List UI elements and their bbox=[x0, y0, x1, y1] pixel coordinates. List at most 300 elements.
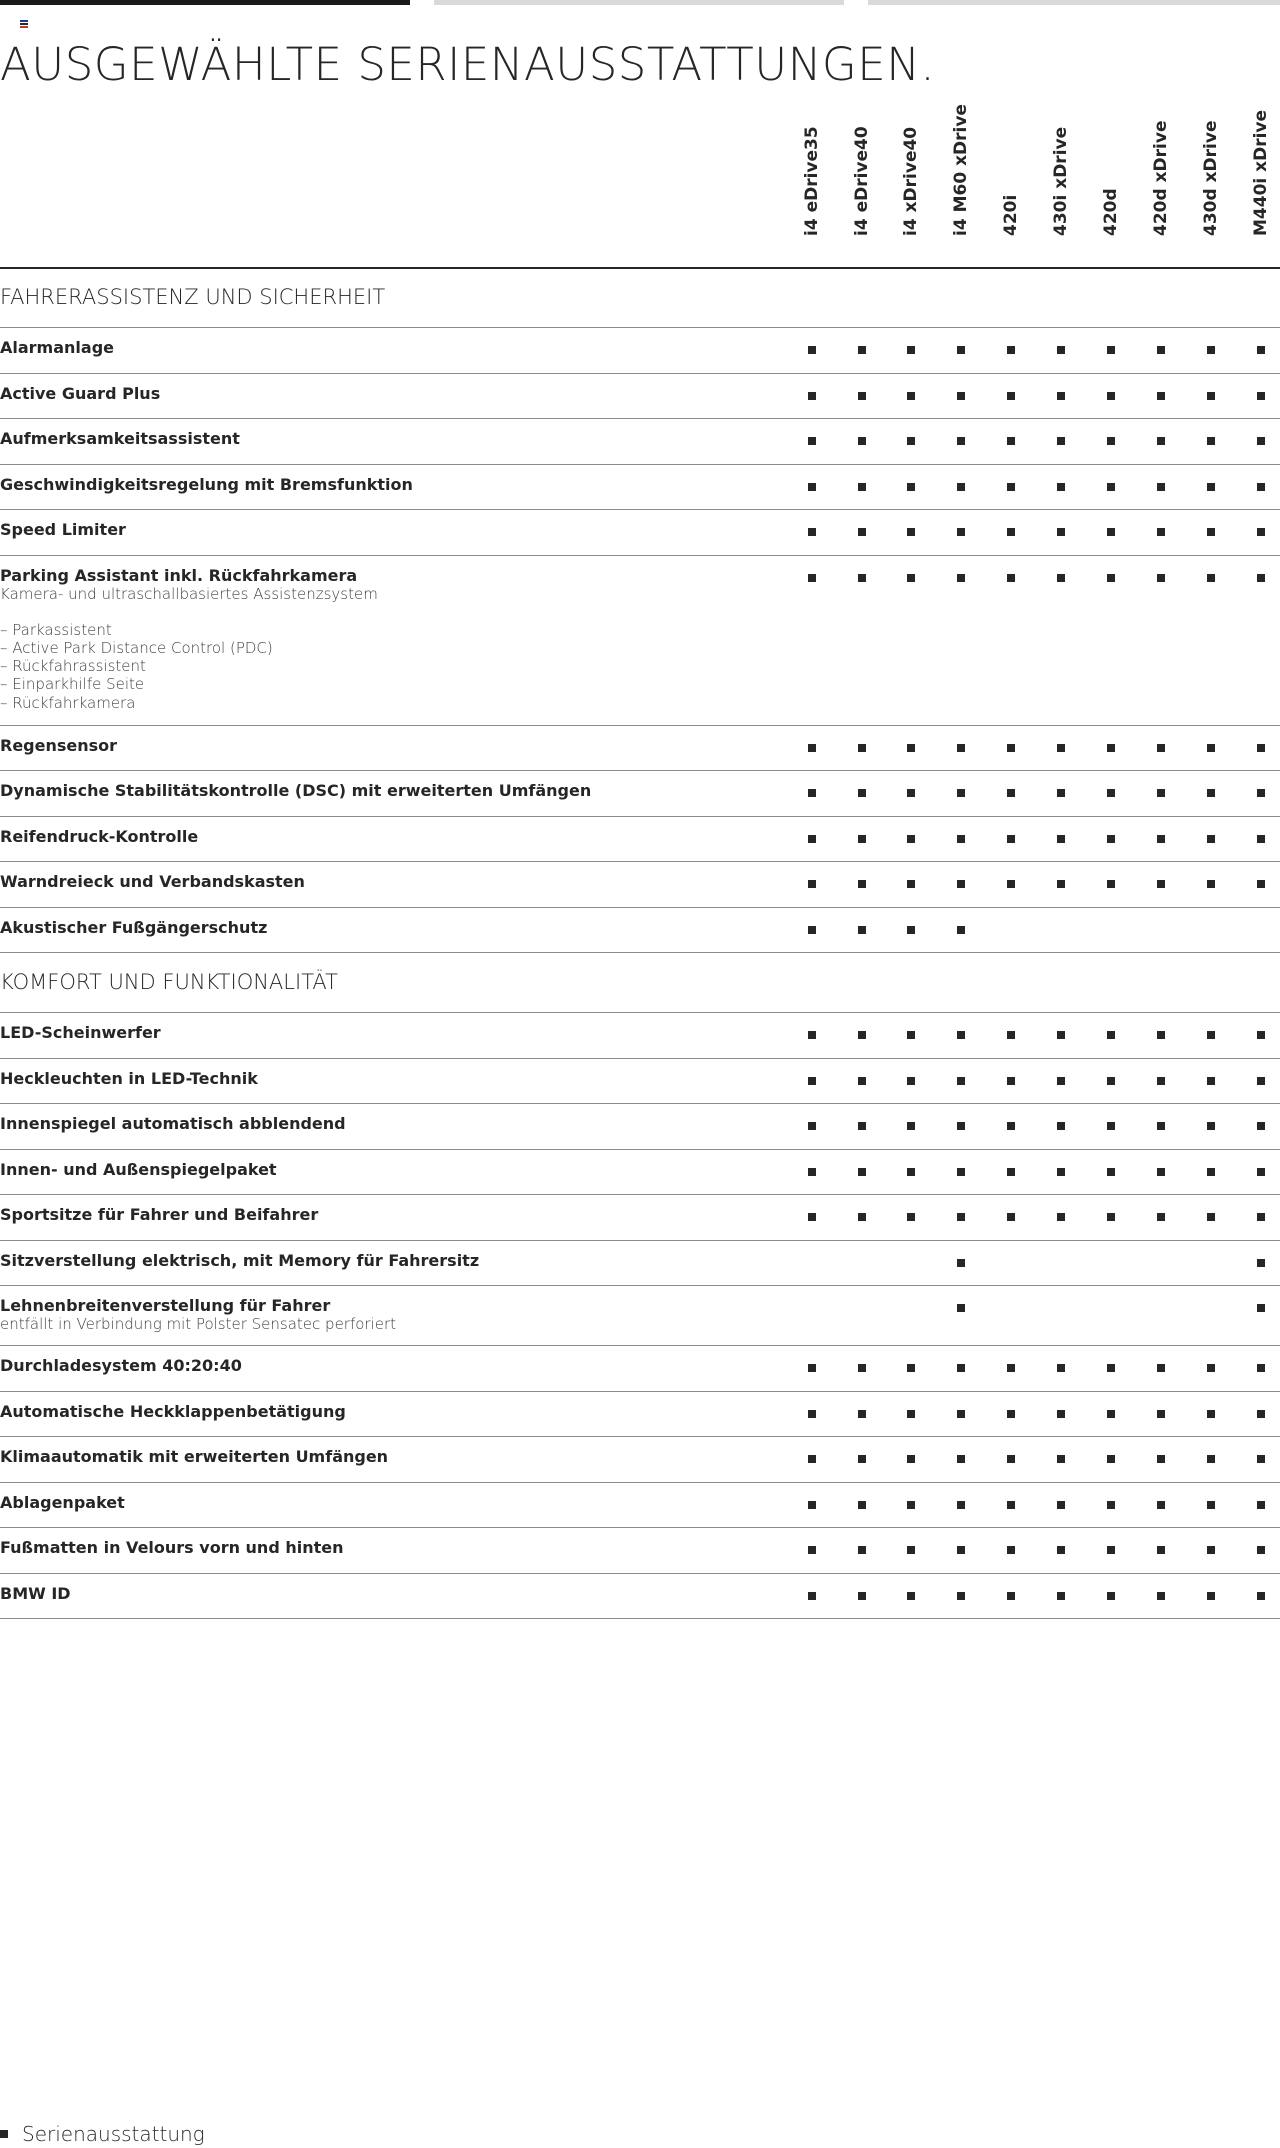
standard-equipment-mark bbox=[1257, 528, 1265, 536]
standard-equipment-mark bbox=[858, 1546, 866, 1554]
model-name: i4 eDrive40 bbox=[852, 126, 872, 236]
standard-equipment-mark bbox=[1057, 483, 1065, 491]
standard-equipment-mark bbox=[1257, 1546, 1265, 1554]
standard-equipment-mark bbox=[907, 1546, 915, 1554]
feature-label: Speed Limiter bbox=[0, 520, 126, 539]
standard-equipment-mark bbox=[957, 926, 965, 934]
standard-equipment-mark bbox=[1207, 789, 1215, 797]
row-rule bbox=[0, 1058, 1280, 1059]
feature-bullet: – Rückfahrassistent bbox=[0, 657, 146, 676]
standard-equipment-mark bbox=[858, 926, 866, 934]
row-rule bbox=[0, 1103, 1280, 1104]
standard-equipment-mark bbox=[907, 1592, 915, 1600]
standard-equipment-mark bbox=[858, 1077, 866, 1085]
standard-equipment-mark bbox=[1157, 392, 1165, 400]
standard-equipment-mark bbox=[1257, 574, 1265, 582]
progress-segment bbox=[868, 0, 1280, 5]
standard-equipment-mark bbox=[1157, 1077, 1165, 1085]
standard-equipment-mark bbox=[1157, 1501, 1165, 1509]
standard-equipment-mark bbox=[957, 1501, 965, 1509]
standard-equipment-mark bbox=[1057, 1077, 1065, 1085]
standard-equipment-mark bbox=[907, 744, 915, 752]
feature-label: Ablagenpaket bbox=[0, 1492, 125, 1512]
standard-equipment-mark bbox=[957, 1304, 965, 1312]
column-header bbox=[1236, 109, 1280, 260]
standard-equipment-mark bbox=[808, 1410, 816, 1418]
section-title: FAHRERASSISTENZ UND SICHERHEIT bbox=[0, 285, 386, 309]
standard-equipment-mark bbox=[1207, 1410, 1215, 1418]
standard-equipment-mark bbox=[1107, 789, 1115, 797]
standard-equipment-mark bbox=[1007, 789, 1015, 797]
feature-bullet: – Rückfahrkamera bbox=[0, 693, 136, 712]
standard-equipment-mark bbox=[957, 1122, 965, 1130]
standard-equipment-mark bbox=[1007, 1455, 1015, 1463]
standard-equipment-mark bbox=[1107, 1213, 1115, 1221]
standard-equipment-mark bbox=[858, 1410, 866, 1418]
standard-equipment-mark bbox=[907, 346, 915, 354]
model-name: i4 M60 xDrive bbox=[951, 104, 971, 236]
standard-equipment-mark bbox=[1157, 483, 1165, 491]
row-rule bbox=[0, 1240, 1280, 1241]
standard-equipment-mark bbox=[808, 1168, 816, 1176]
standard-equipment-mark bbox=[1007, 1501, 1015, 1509]
standard-equipment-mark bbox=[1057, 1168, 1065, 1176]
row-rule bbox=[0, 907, 1280, 908]
feature-label: Sportsitze für Fahrer und Beifahrer bbox=[0, 1205, 319, 1224]
standard-equipment-mark bbox=[1007, 1031, 1015, 1039]
standard-equipment-mark bbox=[1157, 1364, 1165, 1372]
standard-equipment-mark bbox=[808, 835, 816, 843]
standard-equipment-mark bbox=[957, 1259, 965, 1267]
model-name: 420d xDrive bbox=[1151, 120, 1171, 236]
standard-equipment-mark bbox=[1057, 789, 1065, 797]
standard-equipment-mark bbox=[1207, 1501, 1215, 1509]
feature-label: Regensensor bbox=[0, 735, 118, 755]
standard-equipment-mark bbox=[1057, 1455, 1065, 1463]
section-rule bbox=[0, 1012, 1280, 1013]
standard-equipment-mark bbox=[808, 1031, 816, 1039]
feature-label: Durchladesystem 40:20:40 bbox=[0, 1356, 242, 1375]
standard-equipment-mark bbox=[957, 744, 965, 752]
standard-equipment-mark bbox=[858, 1168, 866, 1176]
standard-equipment-mark bbox=[808, 1213, 816, 1221]
standard-equipment-mark bbox=[1057, 528, 1065, 536]
standard-equipment-mark bbox=[907, 1501, 915, 1509]
row-rule bbox=[0, 952, 1280, 953]
row-rule bbox=[0, 1345, 1280, 1346]
standard-equipment-mark bbox=[1257, 1304, 1265, 1312]
standard-equipment-mark bbox=[858, 528, 866, 536]
standard-equipment-mark bbox=[1007, 574, 1015, 582]
standard-equipment-mark bbox=[858, 1213, 866, 1221]
standard-equipment-mark bbox=[1207, 880, 1215, 888]
standard-equipment-mark bbox=[1107, 835, 1115, 843]
standard-equipment-mark bbox=[1007, 880, 1015, 888]
standard-equipment-mark bbox=[957, 1168, 965, 1176]
standard-equipment-mark bbox=[1007, 483, 1015, 491]
standard-equipment-mark bbox=[1207, 346, 1215, 354]
standard-equipment-mark bbox=[957, 1410, 965, 1418]
standard-equipment-mark bbox=[1157, 528, 1165, 536]
feature-bullet: – Parkassistent bbox=[0, 620, 112, 639]
standard-equipment-mark bbox=[1107, 392, 1115, 400]
standard-equipment-mark bbox=[1007, 392, 1015, 400]
standard-equipment-mark bbox=[808, 1077, 816, 1085]
standard-equipment-mark bbox=[907, 1213, 915, 1221]
row-rule bbox=[0, 816, 1280, 817]
feature-label: Lehnenbreitenverstellung für Fahrer bbox=[0, 1296, 331, 1315]
standard-equipment-mark bbox=[1207, 483, 1215, 491]
standard-equipment-mark bbox=[1257, 1259, 1265, 1267]
row-rule bbox=[0, 1391, 1280, 1392]
standard-equipment-mark bbox=[1257, 346, 1265, 354]
standard-equipment-mark bbox=[1057, 1122, 1065, 1130]
feature-label: Parking Assistant inkl. Rückfahrkamera bbox=[0, 565, 358, 585]
legend-label: Serienausstattung bbox=[22, 2122, 205, 2146]
model-name: 430d xDrive bbox=[1201, 120, 1221, 236]
standard-equipment-mark bbox=[858, 1122, 866, 1130]
standard-equipment-mark bbox=[1257, 1122, 1265, 1130]
standard-equipment-mark bbox=[858, 346, 866, 354]
row-rule bbox=[0, 373, 1280, 374]
standard-equipment-mark bbox=[808, 346, 816, 354]
standard-equipment-mark bbox=[808, 574, 816, 582]
standard-equipment-mark bbox=[858, 1501, 866, 1509]
feature-label: LED-Scheinwerfer bbox=[0, 1023, 161, 1042]
feature-label: Fußmatten in Velours vorn und hinten bbox=[0, 1538, 344, 1557]
standard-equipment-mark bbox=[1057, 1364, 1065, 1372]
standard-equipment-mark bbox=[1207, 1592, 1215, 1600]
standard-equipment-mark bbox=[1257, 1501, 1265, 1509]
standard-equipment-mark bbox=[907, 528, 915, 536]
standard-equipment-mark bbox=[957, 1592, 965, 1600]
model-name: 420d bbox=[1101, 188, 1121, 236]
feature-label: Innenspiegel automatisch abblendend bbox=[0, 1114, 346, 1133]
standard-equipment-mark bbox=[1257, 1364, 1265, 1372]
standard-equipment-mark bbox=[858, 835, 866, 843]
standard-equipment-mark bbox=[907, 1364, 915, 1372]
feature-label: Geschwindigkeitsregelung mit Bremsfunktion bbox=[0, 474, 413, 494]
standard-equipment-mark bbox=[1107, 1077, 1115, 1085]
standard-equipment-mark bbox=[907, 1077, 915, 1085]
feature-label: Alarmanlage bbox=[0, 338, 114, 357]
standard-equipment-mark bbox=[1007, 1213, 1015, 1221]
standard-equipment-mark bbox=[1007, 744, 1015, 752]
progress-segment bbox=[434, 0, 844, 5]
row-rule bbox=[0, 1285, 1280, 1286]
standard-equipment-mark bbox=[1007, 1077, 1015, 1085]
section-rule bbox=[0, 327, 1280, 328]
row-rule bbox=[0, 1482, 1280, 1483]
section-title: KOMFORT UND FUNKTIONALITÄT bbox=[0, 970, 338, 994]
standard-equipment-mark bbox=[1107, 1122, 1115, 1130]
standard-equipment-mark bbox=[957, 880, 965, 888]
column-header bbox=[1086, 140, 1136, 260]
column-header bbox=[787, 126, 837, 260]
standard-equipment-mark bbox=[858, 392, 866, 400]
menu-icon[interactable] bbox=[20, 20, 28, 28]
standard-equipment-mark bbox=[0, 2130, 8, 2138]
standard-equipment-mark bbox=[1157, 789, 1165, 797]
standard-equipment-mark bbox=[1207, 1364, 1215, 1372]
standard-equipment-mark bbox=[858, 1364, 866, 1372]
row-rule bbox=[0, 509, 1280, 510]
standard-equipment-mark bbox=[957, 835, 965, 843]
standard-equipment-mark bbox=[1107, 1546, 1115, 1554]
standard-equipment-mark bbox=[1157, 1168, 1165, 1176]
standard-equipment-mark bbox=[1257, 437, 1265, 445]
row-rule bbox=[0, 770, 1280, 771]
standard-equipment-mark bbox=[1207, 574, 1215, 582]
standard-equipment-mark bbox=[907, 483, 915, 491]
standard-equipment-mark bbox=[1157, 1455, 1165, 1463]
standard-equipment-mark bbox=[808, 1455, 816, 1463]
standard-equipment-mark bbox=[1157, 574, 1165, 582]
standard-equipment-mark bbox=[1157, 1592, 1165, 1600]
feature-label: BMW ID bbox=[0, 1583, 71, 1603]
standard-equipment-mark bbox=[907, 789, 915, 797]
model-name: i4 eDrive35 bbox=[802, 126, 822, 236]
standard-equipment-mark bbox=[808, 880, 816, 888]
standard-equipment-mark bbox=[1107, 483, 1115, 491]
standard-equipment-mark bbox=[1107, 1592, 1115, 1600]
standard-equipment-mark bbox=[1057, 1546, 1065, 1554]
feature-label: Warndreieck und Verbandskasten bbox=[0, 872, 305, 891]
column-header bbox=[1136, 120, 1186, 260]
row-rule bbox=[0, 861, 1280, 862]
standard-equipment-mark bbox=[957, 574, 965, 582]
standard-equipment-mark bbox=[1057, 880, 1065, 888]
standard-equipment-mark bbox=[1257, 789, 1265, 797]
column-header bbox=[986, 140, 1036, 260]
standard-equipment-mark bbox=[1107, 744, 1115, 752]
standard-equipment-mark bbox=[957, 789, 965, 797]
standard-equipment-mark bbox=[1057, 1501, 1065, 1509]
standard-equipment-mark bbox=[1057, 835, 1065, 843]
standard-equipment-mark bbox=[1157, 1410, 1165, 1418]
standard-equipment-mark bbox=[1007, 346, 1015, 354]
standard-equipment-mark bbox=[1007, 437, 1015, 445]
standard-equipment-mark bbox=[1057, 346, 1065, 354]
standard-equipment-mark bbox=[957, 392, 965, 400]
standard-equipment-mark bbox=[1007, 1168, 1015, 1176]
standard-equipment-mark bbox=[1157, 1213, 1165, 1221]
standard-equipment-mark bbox=[808, 926, 816, 934]
standard-equipment-mark bbox=[1057, 1213, 1065, 1221]
standard-equipment-mark bbox=[858, 1592, 866, 1600]
standard-equipment-mark bbox=[1257, 392, 1265, 400]
standard-equipment-mark bbox=[1207, 1077, 1215, 1085]
standard-equipment-mark bbox=[907, 574, 915, 582]
row-rule bbox=[0, 1527, 1280, 1528]
standard-equipment-mark bbox=[1007, 835, 1015, 843]
standard-equipment-mark bbox=[1007, 528, 1015, 536]
standard-equipment-mark bbox=[1257, 483, 1265, 491]
progress-segment-active bbox=[0, 0, 410, 5]
standard-equipment-mark bbox=[1257, 1455, 1265, 1463]
feature-label: Aufmerksamkeitsassistent bbox=[0, 429, 240, 448]
standard-equipment-mark bbox=[1107, 1501, 1115, 1509]
row-rule bbox=[0, 1149, 1280, 1150]
row-rule bbox=[0, 725, 1280, 726]
standard-equipment-mark bbox=[1207, 744, 1215, 752]
standard-equipment-mark bbox=[907, 1455, 915, 1463]
standard-equipment-mark bbox=[1207, 1455, 1215, 1463]
standard-equipment-mark bbox=[808, 1501, 816, 1509]
standard-equipment-mark bbox=[1207, 1168, 1215, 1176]
standard-equipment-mark bbox=[1107, 1410, 1115, 1418]
standard-equipment-mark bbox=[1157, 437, 1165, 445]
row-rule bbox=[0, 555, 1280, 556]
standard-equipment-mark bbox=[957, 1213, 965, 1221]
row-rule bbox=[0, 1194, 1280, 1195]
column-header bbox=[1036, 126, 1086, 260]
feature-label: Automatische Heckklappenbetätigung bbox=[0, 1401, 346, 1421]
standard-equipment-mark bbox=[1207, 528, 1215, 536]
standard-equipment-mark bbox=[1007, 1592, 1015, 1600]
feature-bullet: – Active Park Distance Control (PDC) bbox=[0, 638, 273, 657]
standard-equipment-mark bbox=[1107, 1031, 1115, 1039]
standard-equipment-mark bbox=[1107, 1364, 1115, 1372]
standard-equipment-mark bbox=[1007, 1364, 1015, 1372]
row-rule bbox=[0, 1573, 1280, 1574]
standard-equipment-mark bbox=[957, 528, 965, 536]
standard-equipment-mark bbox=[1007, 1546, 1015, 1554]
standard-equipment-mark bbox=[1107, 437, 1115, 445]
standard-equipment-mark bbox=[1107, 1455, 1115, 1463]
standard-equipment-mark bbox=[808, 1364, 816, 1372]
standard-equipment-mark bbox=[907, 1168, 915, 1176]
standard-equipment-mark bbox=[957, 1546, 965, 1554]
standard-equipment-mark bbox=[957, 1455, 965, 1463]
column-header bbox=[837, 126, 887, 260]
standard-equipment-mark bbox=[1257, 1168, 1265, 1176]
row-rule bbox=[0, 418, 1280, 419]
standard-equipment-mark bbox=[858, 1031, 866, 1039]
standard-equipment-mark bbox=[1257, 880, 1265, 888]
standard-equipment-mark bbox=[808, 437, 816, 445]
standard-equipment-mark bbox=[1207, 1546, 1215, 1554]
standard-equipment-mark bbox=[1057, 744, 1065, 752]
feature-label: Sitzverstellung elektrisch, mit Memory für Fahrersitz bbox=[0, 1250, 480, 1270]
standard-equipment-mark bbox=[907, 437, 915, 445]
standard-equipment-mark bbox=[1057, 437, 1065, 445]
feature-label: Reifendruck-Kontrolle bbox=[0, 826, 199, 846]
standard-equipment-mark bbox=[1007, 1122, 1015, 1130]
standard-equipment-mark bbox=[907, 926, 915, 934]
standard-equipment-mark bbox=[858, 574, 866, 582]
standard-equipment-mark bbox=[907, 1122, 915, 1130]
standard-equipment-mark bbox=[1207, 1122, 1215, 1130]
standard-equipment-mark bbox=[1257, 1077, 1265, 1085]
standard-equipment-mark bbox=[1207, 1213, 1215, 1221]
standard-equipment-mark bbox=[957, 1031, 965, 1039]
standard-equipment-mark bbox=[1107, 1168, 1115, 1176]
standard-equipment-mark bbox=[1157, 880, 1165, 888]
standard-equipment-mark bbox=[858, 880, 866, 888]
standard-equipment-mark bbox=[1157, 835, 1165, 843]
standard-equipment-mark bbox=[1157, 1031, 1165, 1039]
standard-equipment-mark bbox=[1107, 880, 1115, 888]
feature-label: Active Guard Plus bbox=[0, 383, 161, 403]
standard-equipment-mark bbox=[1057, 1410, 1065, 1418]
standard-equipment-mark bbox=[1207, 1031, 1215, 1039]
feature-label: Klimaautomatik mit erweiterten Umfängen bbox=[0, 1447, 389, 1466]
standard-equipment-mark bbox=[957, 346, 965, 354]
page-title: AUSGEWÄHLTE SERIENAUSSTATTUNGEN. bbox=[0, 38, 936, 91]
standard-equipment-mark bbox=[1007, 1410, 1015, 1418]
standard-equipment-mark bbox=[1107, 528, 1115, 536]
standard-equipment-mark bbox=[957, 483, 965, 491]
standard-equipment-mark bbox=[1257, 1213, 1265, 1221]
standard-equipment-mark bbox=[808, 392, 816, 400]
feature-note: entfällt in Verbindung mit Polster Sensatec perforiert bbox=[0, 1315, 397, 1333]
standard-equipment-mark bbox=[1207, 437, 1215, 445]
standard-equipment-mark bbox=[907, 835, 915, 843]
standard-equipment-mark bbox=[1107, 346, 1115, 354]
standard-equipment-mark bbox=[808, 528, 816, 536]
standard-equipment-mark bbox=[1157, 744, 1165, 752]
feature-note: Kamera- und ultraschallbasiertes Assistenzsystem bbox=[0, 584, 378, 603]
column-header bbox=[886, 126, 936, 260]
row-rule bbox=[0, 1618, 1280, 1619]
standard-equipment-mark bbox=[858, 1455, 866, 1463]
standard-equipment-mark bbox=[1157, 346, 1165, 354]
standard-equipment-mark bbox=[907, 1031, 915, 1039]
standard-equipment-mark bbox=[808, 744, 816, 752]
standard-equipment-mark bbox=[808, 1546, 816, 1554]
standard-equipment-mark bbox=[1107, 574, 1115, 582]
standard-equipment-mark bbox=[808, 483, 816, 491]
feature-label: Dynamische Stabilitätskontrolle (DSC) mit erweiterten Umfängen bbox=[0, 781, 592, 800]
feature-label: Heckleuchten in LED-Technik bbox=[0, 1068, 258, 1088]
standard-equipment-mark bbox=[1257, 744, 1265, 752]
model-name: i4 xDrive40 bbox=[901, 126, 921, 236]
page-progress-bar bbox=[0, 0, 1280, 5]
standard-equipment-mark bbox=[808, 1592, 816, 1600]
standard-equipment-mark bbox=[1257, 835, 1265, 843]
model-name: 430i xDrive bbox=[1051, 126, 1071, 236]
standard-equipment-mark bbox=[858, 789, 866, 797]
standard-equipment-mark bbox=[858, 483, 866, 491]
standard-equipment-mark bbox=[1057, 1031, 1065, 1039]
standard-equipment-mark bbox=[1257, 1031, 1265, 1039]
standard-equipment-mark bbox=[1207, 835, 1215, 843]
standard-equipment-mark bbox=[957, 437, 965, 445]
standard-equipment-mark bbox=[957, 1077, 965, 1085]
standard-equipment-mark bbox=[957, 1364, 965, 1372]
standard-equipment-mark bbox=[858, 437, 866, 445]
standard-equipment-mark bbox=[1157, 1546, 1165, 1554]
feature-label: Akustischer Fußgängerschutz bbox=[0, 917, 268, 937]
standard-equipment-mark bbox=[1257, 1410, 1265, 1418]
feature-bullet: – Einparkhilfe Seite bbox=[0, 675, 145, 694]
column-header bbox=[1186, 120, 1236, 260]
header-rule bbox=[0, 267, 1280, 269]
standard-equipment-mark bbox=[1057, 1592, 1065, 1600]
model-name: M440i xDrive bbox=[1251, 109, 1271, 236]
standard-equipment-mark bbox=[1157, 1122, 1165, 1130]
row-rule bbox=[0, 1436, 1280, 1437]
standard-equipment-mark bbox=[1057, 392, 1065, 400]
standard-equipment-mark bbox=[808, 789, 816, 797]
standard-equipment-mark bbox=[907, 392, 915, 400]
standard-equipment-mark bbox=[907, 880, 915, 888]
standard-equipment-mark bbox=[858, 744, 866, 752]
feature-label: Innen- und Außenspiegelpaket bbox=[0, 1159, 277, 1179]
model-name: 420i bbox=[1001, 194, 1021, 236]
standard-equipment-mark bbox=[907, 1410, 915, 1418]
